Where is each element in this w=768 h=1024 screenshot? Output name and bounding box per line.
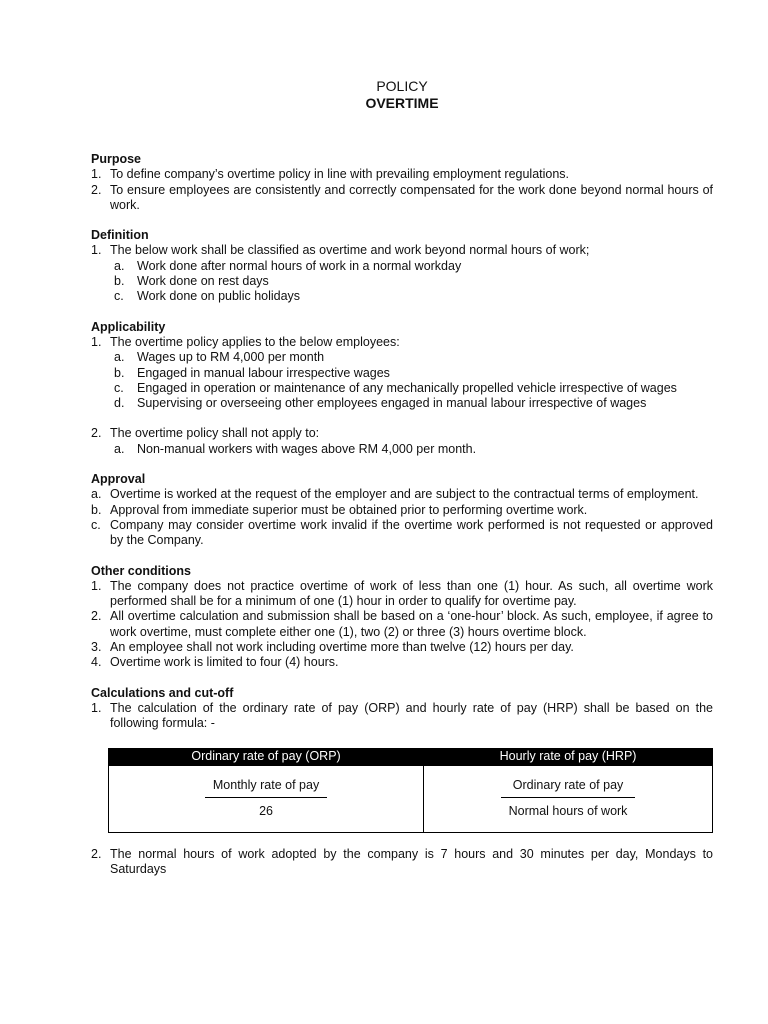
list-marker: 2. — [91, 609, 102, 624]
sub-list-item — [114, 396, 713, 411]
sub-list-item — [114, 381, 713, 396]
list-item-text: The calculation of the ordinary rate of pay (ORP) and hourly rate of pay (HRP) shall be based on the following formula: - — [110, 700, 713, 731]
list-marker: c. — [91, 517, 101, 532]
section-other-conditions — [91, 564, 713, 671]
list-item-text: Overtime work is limited to four (4) hours. — [110, 655, 339, 670]
section-heading-applicability: Applicability — [91, 319, 166, 334]
list-item — [91, 335, 713, 350]
hrp-denominator: Normal hours of work — [508, 803, 628, 818]
sub-list-item — [114, 259, 713, 274]
list-item — [91, 640, 713, 655]
section-purpose — [91, 152, 713, 213]
sub-list-item — [114, 289, 713, 304]
list-marker: b. — [91, 502, 102, 517]
section-heading-other-conditions: Other conditions — [91, 563, 191, 578]
section-applicability — [91, 320, 713, 457]
list-marker: a. — [91, 487, 102, 502]
list-item-text: To define company’s overtime policy in line with prevailing employment regulations. — [110, 167, 570, 182]
list-marker: 4. — [91, 655, 102, 670]
section-approval — [91, 472, 713, 548]
list-item-text: Wages up to RM 4,000 per month — [137, 350, 325, 365]
orp-formula-cell — [109, 765, 424, 832]
list-item — [91, 655, 713, 670]
list-item-text: The normal hours of work adopted by the company is 7 hours and 30 minutes per day, Mondays to Saturdays — [110, 846, 713, 876]
list-marker: c. — [114, 289, 124, 304]
list-marker: a. — [114, 258, 125, 273]
list-marker: 2. — [91, 426, 102, 441]
orp-numerator: Monthly rate of pay — [205, 778, 327, 797]
list-item-text: Engaged in manual labour irrespective wages — [137, 365, 390, 380]
table-header-orp: Ordinary rate of pay (ORP) — [109, 748, 424, 765]
doc-title-overtime: OVERTIME — [365, 95, 439, 111]
rate-formula-table — [108, 748, 713, 833]
list-item-text: Work done after normal hours of work in a normal workday — [137, 258, 462, 273]
orp-denominator: 26 — [259, 803, 273, 818]
section-definition — [91, 228, 713, 304]
list-item-text: Engaged in operation or maintenance of any mechanically propelled vehicle irrespective of wages — [137, 380, 677, 395]
list-marker: b. — [114, 365, 125, 380]
list-marker: 1. — [91, 700, 102, 715]
list-marker: b. — [114, 274, 125, 289]
list-marker: 1. — [91, 578, 102, 593]
list-item — [91, 426, 713, 441]
list-marker: c. — [114, 380, 124, 395]
list-item — [91, 487, 713, 502]
list-marker: 2. — [91, 846, 102, 861]
orp-fraction — [205, 778, 327, 819]
section-calculations — [91, 686, 713, 877]
list-item-text: Approval from immediate superior must be obtained prior to performing overtime work. — [110, 502, 588, 517]
hrp-formula-cell — [424, 765, 713, 832]
list-item — [91, 609, 713, 640]
list-marker: d. — [114, 396, 125, 411]
list-item — [91, 183, 713, 214]
section-heading-approval: Approval — [91, 472, 146, 487]
policy-document — [91, 78, 713, 877]
list-item — [91, 503, 713, 518]
section-heading-purpose: Purpose — [91, 152, 142, 166]
hrp-fraction — [501, 778, 636, 819]
list-item-text: Supervising or overseeing other employees engaged in manual labour irrespective of wages — [137, 396, 647, 411]
list-item-text: Work done on rest days — [137, 274, 269, 289]
list-item-text: The overtime policy shall not apply to: — [110, 426, 320, 441]
sub-list-item — [114, 350, 713, 365]
list-marker: 1. — [91, 167, 102, 182]
list-item-text: Company may consider overtime work invalid if the overtime work performed is not requested or approved by the Company. — [110, 517, 713, 548]
list-item — [91, 518, 713, 549]
list-item-text: Work done on public holidays — [137, 289, 301, 304]
list-item — [91, 701, 713, 732]
sub-list-item — [114, 274, 713, 289]
section-heading-calculations: Calculations and cut-off — [91, 685, 234, 700]
list-item-text: All overtime calculation and submission shall be based on a ‘one-hour’ block. As such, employee, if agree to work overtime, must complete either one (1), two (2) or three (3) hours overtime block. — [110, 609, 713, 639]
list-marker: a. — [114, 350, 125, 365]
hrp-numerator: Ordinary rate of pay — [501, 778, 636, 797]
list-item-text: Overtime is worked at the request of the employer and are subject to the contractual terms of employment. — [110, 487, 699, 502]
list-marker: a. — [114, 441, 125, 456]
section-heading-definition: Definition — [91, 228, 149, 243]
list-marker: 3. — [91, 640, 102, 655]
list-item — [91, 579, 713, 610]
list-item — [91, 847, 713, 878]
doc-title-policy: POLICY — [376, 78, 428, 94]
list-marker: 1. — [91, 243, 102, 258]
list-item-text: Non-manual workers with wages above RM 4,000 per month. — [137, 441, 477, 456]
list-item — [91, 243, 713, 258]
list-marker: 1. — [91, 334, 102, 349]
list-item-text: An employee shall not work including overtime more than twelve (12) hours per day. — [110, 640, 574, 655]
sub-list-item — [114, 366, 713, 381]
list-marker: 2. — [91, 182, 102, 197]
sub-list-item — [114, 442, 713, 457]
table-header-hrp: Hourly rate of pay (HRP) — [424, 748, 713, 765]
list-item-text: The overtime policy applies to the below employees: — [110, 334, 400, 349]
list-item-text: The company does not practice overtime of work of less than one (1) hour. As such, all overtime work performed shall be for a minimum of one (1) hour in order to qualify for overtime pay. — [110, 578, 713, 609]
list-item — [91, 167, 713, 182]
list-item-text: To ensure employees are consistently and correctly compensated for the work done beyond normal hours of work. — [110, 182, 713, 212]
list-item-text: The below work shall be classified as overtime and work beyond normal hours of work; — [110, 243, 590, 258]
